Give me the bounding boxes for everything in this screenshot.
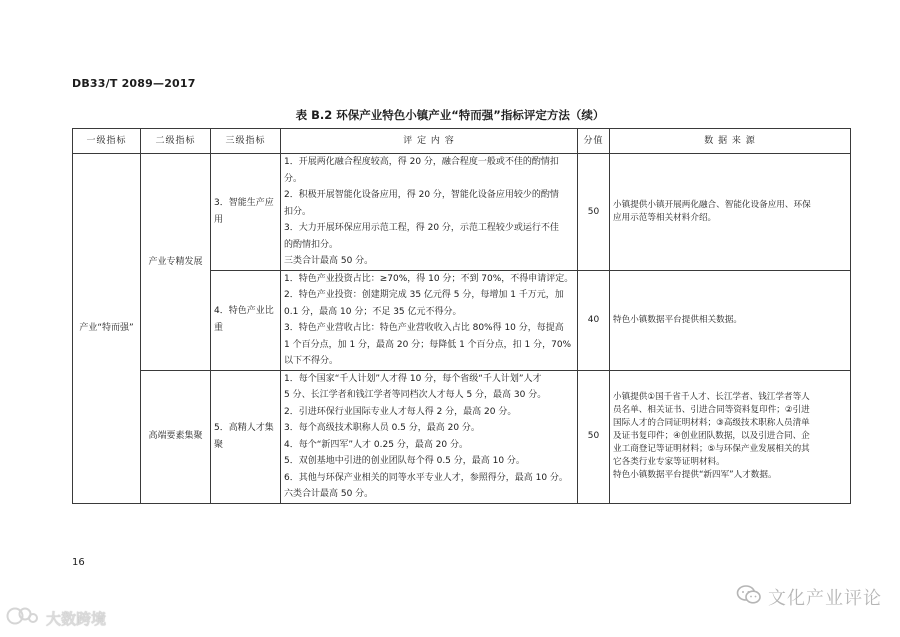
score-cell: 50 xyxy=(578,370,610,503)
watermark-left xyxy=(6,606,106,630)
criteria-line: 的酌情扣分。 xyxy=(284,239,339,250)
source-cell xyxy=(610,154,851,271)
criteria-line: 3．每个高级技术职称人员 0.5 分，最高 20 分。 xyxy=(284,423,480,433)
source-line: 小镇提供①国千省千人才、长江学者、钱江学者等人 xyxy=(613,392,810,402)
criteria-cell xyxy=(281,154,578,271)
criteria-line: 三类合计最高 50 分。 xyxy=(284,256,374,266)
watermark-right-text: 文化产业评论 xyxy=(768,588,882,609)
table-title: 表 B.2 环保产业特色小镇产业“特而强”指标评定方法（续） xyxy=(295,108,605,122)
table-header-row xyxy=(73,129,851,154)
source-line: 它各类行业专家等证明材料。 xyxy=(613,457,725,467)
criteria-line: 1．每个国家“千人计划”人才得 10 分，每个省级“千人计划”人才 xyxy=(284,373,542,384)
level1-cell: 产业“特而强” xyxy=(73,154,141,504)
source-line: 特色小镇数据平台提供相关数据。 xyxy=(613,314,742,325)
criteria-line: 3．特色产业营收占比：特色产业营收收入占比 80%得 10 分，每提高 xyxy=(284,323,564,333)
header-level2: 二级指标 xyxy=(141,129,211,154)
level3-cell: 4．特色产业比重 xyxy=(211,270,281,370)
criteria-line: 6．其他与环保产业相关的同等水平专业人才，参照得分，最高 10 分。 xyxy=(284,472,568,483)
criteria-line: 4．每个“新四军”人才 0.25 分，最高 20 分。 xyxy=(284,439,468,450)
level2-cell: 产业专精发展 xyxy=(141,154,211,371)
criteria-line: 以下不得分。 xyxy=(284,356,339,366)
level2-cell: 高端要素集聚 xyxy=(141,370,211,503)
score-cell: 40 xyxy=(578,270,610,370)
criteria-line: 扣分。 xyxy=(284,206,312,217)
wechat-icon xyxy=(736,584,762,610)
criteria-line: 1 个百分点，加 1 分，最高 20 分；每降低 1 个百分点，扣 1 分，70% xyxy=(284,339,572,350)
header-score: 分值 xyxy=(578,129,610,154)
criteria-line: 2．特色产业投资：创建期完成 35 亿元得 5 分，每增加 1 千万元，加 xyxy=(284,290,564,300)
header-level3: 三级指标 xyxy=(211,129,281,154)
source-cell xyxy=(610,370,851,503)
page-number: 16 xyxy=(72,557,85,568)
criteria-line: 分。 xyxy=(284,173,303,184)
criteria-cell xyxy=(281,270,578,370)
score-cell: 50 xyxy=(578,154,610,271)
level3-cell: 5．高精人才集聚 xyxy=(211,370,281,503)
header-criteria: 评 定 内 容 xyxy=(281,129,578,154)
criteria-line: 5 分、长江学者和钱江学者等同档次人才每人 5 分，最高 30 分。 xyxy=(284,390,547,400)
evaluation-table xyxy=(72,128,851,504)
criteria-cell xyxy=(281,370,578,503)
header-source: 数 据 来 源 xyxy=(610,129,851,154)
criteria-line: 六类合计最高 50 分。 xyxy=(284,489,374,499)
criteria-line: 0.1 分，最高 10 分；不足 35 亿元不得分。 xyxy=(284,306,462,317)
table-row xyxy=(73,154,851,271)
source-line: 国际人才的合同证明材料；③高级技术职称人员清单 xyxy=(613,418,810,428)
criteria-line: 5．双创基地中引进的创业团队每个得 0.5 分，最高 10 分。 xyxy=(284,456,525,466)
document-code: DB33/T 2089—2017 xyxy=(72,77,196,90)
header-level1: 一级指标 xyxy=(73,129,141,154)
criteria-line: 3．大力开展环保应用示范工程，得 20 分，示范工程较少或运行不佳 xyxy=(284,223,559,233)
source-line: 及证书复印件；④创业团队数据，以及引进合同、企 xyxy=(613,431,810,441)
criteria-line: 2．引进环保行业国际专业人才每人得 2 分，最高 20 分。 xyxy=(284,406,517,417)
criteria-line: 1．开展两化融合程度较高，得 20 分，融合程度一般或不佳的酌情扣 xyxy=(284,157,559,167)
source-line: 应用示范等相关材料介绍。 xyxy=(613,212,717,223)
table-row xyxy=(73,370,851,503)
source-line: 小镇提供小镇开展两化融合、智能化设备应用、环保 xyxy=(613,199,811,210)
level3-cell: 3．智能生产应用 xyxy=(211,154,281,271)
watermark-left-text: 大数跨境 xyxy=(46,609,107,628)
watermark-logo-icon xyxy=(6,605,40,631)
criteria-line: 1．特色产业投资占比：≥70%，得 10 分；不到 70%，不得申请评定。 xyxy=(284,273,574,284)
source-line: 特色小镇数据平台提供“新四军”人才数据。 xyxy=(613,470,777,480)
source-line: 员名单、相关证书、引进合同等资料复印件；②引进 xyxy=(613,405,810,415)
source-line: 业工商登记等证明材料；⑤与环保产业发展相关的其 xyxy=(613,444,810,454)
criteria-line: 2．积极开展智能化设备应用，得 20 分，智能化设备应用较少的酌情 xyxy=(284,190,559,200)
watermark-right xyxy=(736,584,882,610)
source-cell xyxy=(610,270,851,370)
